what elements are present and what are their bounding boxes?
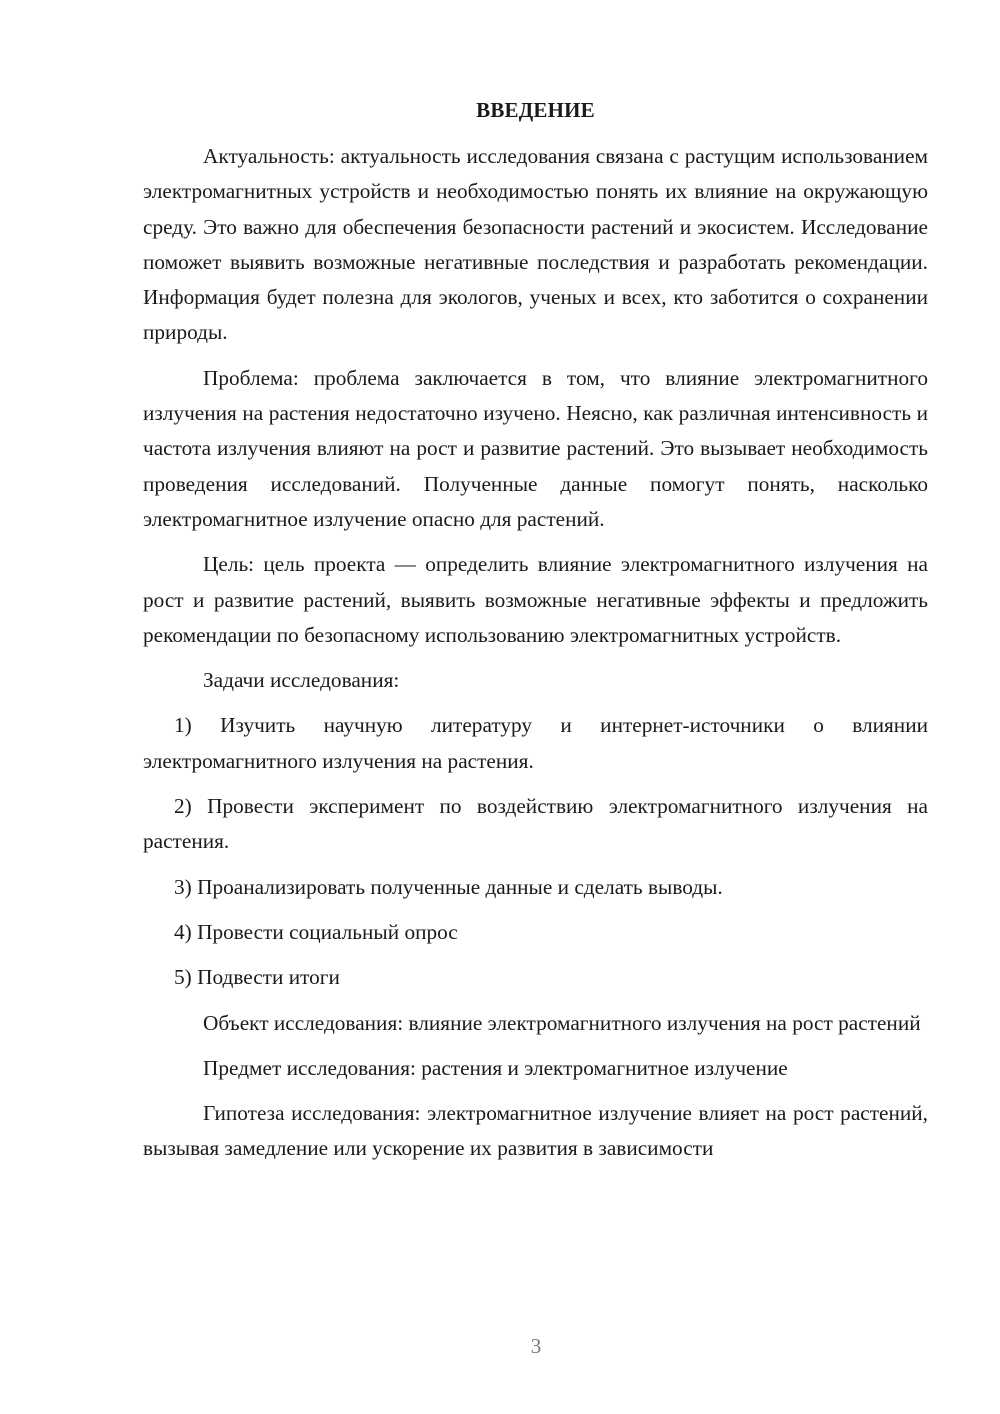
paragraph-relevance: Актуальность: актуальность исследования связана с растущим использованием электромагнитных устройств и необходимостью понять их влияние на окружающую среду. Это важно для обеспечения безопасности растений и экосистем. Исследование поможет выявить возможные негативные последствия и разработать рекомендации. Информация будет полезна для экологов, ученых и всех, кто заботится о сохранении природы. [143,144,928,345]
task-item: 3) Проанализировать полученные данные и сделать выводы. [174,874,723,899]
paragraph-subject: Предмет исследования: растения и электромагнитное излучение [203,1055,788,1080]
document-page [143,95,928,1167]
task-item: 1) Изучить научную литературу и интернет-источники о влиянии электромагнитного излучения на растения. [143,713,928,773]
paragraph-tasks-title: Задачи исследования: [203,668,400,693]
task-item: 2) Провести эксперимент по воздействию электромагнитного излучения на растения. [143,794,928,854]
task-item: 5) Подвести итоги [174,965,340,990]
section-heading: ВВЕДЕНИЕ [476,98,595,122]
paragraph-hypothesis: Гипотеза исследования: электромагнитное излучение влияет на рост растений, вызывая замедление или ускорение их развития в зависимости [143,1101,928,1161]
paragraph-object: Объект исследования: влияние электромагнитного излучения на рост растений [203,1010,921,1035]
paragraph-problem: Проблема: проблема заключается в том, что влияние электромагнитного излучения на растения недостаточно изучено. Неясно, как различная интенсивность и частота излучения влияют на рост и развитие растений. Это вызывает необходимость проведения исследований. Полученные данные помогут понять, насколько электромагнитное излучение опасно для растений. [143,365,928,531]
task-item: 4) Провести социальный опрос [174,919,458,944]
paragraph-goal: Цель: цель проекта — определить влияние электромагнитного излучения на рост и развитие растений, выявить возможные негативные эффекты и предложить рекомендации по безопасному использованию электромагнитных устройств. [143,552,928,647]
page-number: 3 [530,1334,542,1358]
